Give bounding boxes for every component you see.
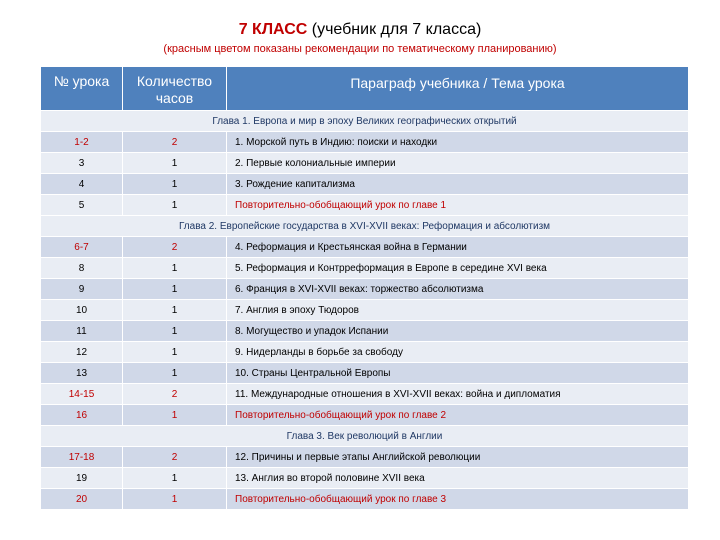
lesson-topic: 5. Реформация и Контрреформация в Европе в середине XVI века	[227, 258, 689, 279]
header-topic: Параграф учебника / Тема урока	[227, 67, 689, 111]
hours-count: 1	[123, 195, 227, 216]
lesson-number: 14-15	[41, 384, 123, 405]
hours-count: 2	[123, 237, 227, 258]
table-row	[41, 174, 689, 195]
lesson-topic: 12. Причины и первые этапы Английской революции	[227, 447, 689, 468]
lesson-number: 17-18	[41, 447, 123, 468]
lesson-number: 10	[41, 300, 123, 321]
lesson-topic: Повторительно-обобщающий урок по главе 1	[227, 195, 689, 216]
page-subtitle: (красным цветом показаны рекомендации по тематическому планированию)	[163, 43, 557, 55]
lesson-topic: 9. Нидерланды в борьбе за свободу	[227, 342, 689, 363]
lesson-number: 1-2	[41, 132, 123, 153]
lesson-number: 12	[41, 342, 123, 363]
lesson-number: 19	[41, 468, 123, 489]
table-row	[41, 237, 689, 258]
table-row	[41, 489, 689, 510]
lesson-number: 11	[41, 321, 123, 342]
chapter-row	[41, 426, 689, 447]
hours-count: 1	[123, 342, 227, 363]
hours-count: 1	[123, 279, 227, 300]
hours-count: 1	[123, 258, 227, 279]
lesson-topic: Повторительно-обобщающий урок по главе 2	[227, 405, 689, 426]
lesson-plan-table	[40, 66, 689, 510]
hours-count: 1	[123, 174, 227, 195]
lesson-number: 5	[41, 195, 123, 216]
header-hours: Количество часов	[123, 67, 227, 111]
table-row	[41, 321, 689, 342]
hours-count: 2	[123, 447, 227, 468]
table-row	[41, 363, 689, 384]
table-row	[41, 153, 689, 174]
hours-count: 2	[123, 384, 227, 405]
lesson-number: 20	[41, 489, 123, 510]
lesson-topic: 4. Реформация и Крестьянская война в Германии	[227, 237, 689, 258]
hours-count: 1	[123, 153, 227, 174]
table-row	[41, 195, 689, 216]
table-row	[41, 300, 689, 321]
lesson-topic: 6. Франция в XVI-XVII веках: торжество абсолютизма	[227, 279, 689, 300]
hours-count: 1	[123, 300, 227, 321]
lesson-topic: 8. Могущество и упадок Испании	[227, 321, 689, 342]
page-title-class: 7 КЛАСС	[238, 21, 308, 38]
lesson-topic: 10. Страны Центральной Европы	[227, 363, 689, 384]
lesson-number: 8	[41, 258, 123, 279]
header-lesson-number: № урока	[41, 67, 123, 111]
lesson-topic: 2. Первые колониальные империи	[227, 153, 689, 174]
table-row	[41, 258, 689, 279]
lesson-topic: 7. Англия в эпоху Тюдоров	[227, 300, 689, 321]
page-title-rest: (учебник для 7 класса)	[307, 21, 482, 38]
lesson-topic: 3. Рождение капитализма	[227, 174, 689, 195]
chapter-title: Глава 3. Век революций в Англии	[41, 426, 689, 447]
chapter-title: Глава 2. Европейские государства в XVI-XVII веках: Реформация и абсолютизм	[41, 216, 689, 237]
chapter-title: Глава 1. Европа и мир в эпоху Великих географических открытий	[41, 111, 689, 132]
lesson-topic: 11. Международные отношения в XVI-XVII веках: война и дипломатия	[227, 384, 689, 405]
hours-count: 2	[123, 132, 227, 153]
hours-count: 1	[123, 321, 227, 342]
table-row	[41, 447, 689, 468]
page-title	[0, 20, 720, 40]
table-row	[41, 468, 689, 489]
table-row	[41, 384, 689, 405]
table-header-row	[41, 67, 689, 111]
lesson-topic: 1. Морской путь в Индию: поиски и находки	[227, 132, 689, 153]
chapter-row	[41, 216, 689, 237]
chapter-row	[41, 111, 689, 132]
hours-count: 1	[123, 468, 227, 489]
lesson-number: 6-7	[41, 237, 123, 258]
table-row	[41, 132, 689, 153]
lesson-number: 13	[41, 363, 123, 384]
lesson-number: 3	[41, 153, 123, 174]
lesson-topic: 13. Англия во второй половине XVII века	[227, 468, 689, 489]
hours-count: 1	[123, 363, 227, 384]
lesson-number: 9	[41, 279, 123, 300]
table-row	[41, 405, 689, 426]
hours-count: 1	[123, 489, 227, 510]
lesson-number: 16	[41, 405, 123, 426]
hours-count: 1	[123, 405, 227, 426]
table-row	[41, 342, 689, 363]
table-row	[41, 279, 689, 300]
lesson-topic: Повторительно-обобщающий урок по главе 3	[227, 489, 689, 510]
lesson-number: 4	[41, 174, 123, 195]
